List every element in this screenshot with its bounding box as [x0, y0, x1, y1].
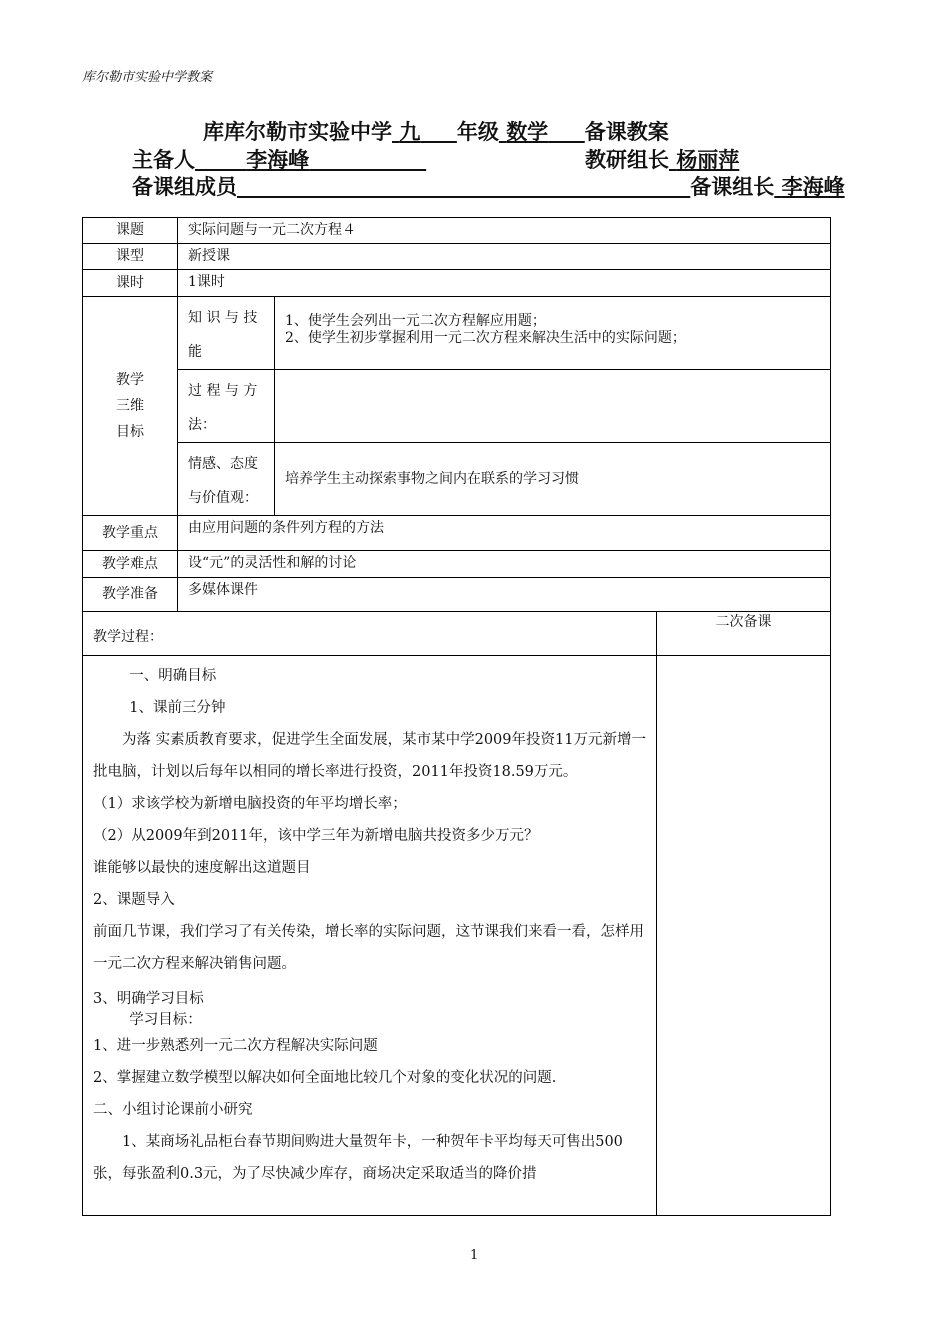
paragraph: 前面几节课，我们学习了有关传染，增长率的实际问题，这节课我们来看一看，怎样用一元二次方程来解决销售问题。: [93, 924, 644, 972]
topic-label: 课题: [83, 218, 178, 244]
type-label: 课型: [83, 244, 178, 270]
paragraph: 1、某商场礼品柜台春节期间购进大量贺年卡，一种贺年卡平均每天可售出500张，每张盈利0.3元，为了尽快减少库存，商场决定采取适当的降价措: [93, 1134, 623, 1182]
preparer-name: 李海峰: [246, 148, 310, 172]
research-leader-name: 杨丽萍: [676, 148, 740, 172]
preparer-line: [132, 144, 426, 174]
difficulty-label: 教学难点: [83, 551, 178, 578]
hours-label: 课时: [83, 270, 178, 297]
hours-value: 1课时: [178, 270, 831, 297]
group-members-label: 备课组成员: [132, 175, 237, 199]
grade-suffix: 年级: [456, 120, 499, 144]
subsection-heading: 2、课题导入: [93, 892, 175, 908]
secondary-prep-label: 二次备课: [657, 612, 831, 656]
focus-label: 教学重点: [83, 516, 178, 551]
header-note: 库尔勒市实验中学教案: [82, 70, 213, 85]
group-leader-name: 李海峰: [781, 175, 845, 199]
row-focus: [83, 516, 831, 551]
question-item: （2）从2009年到2011年，该中学三年为新增电脑共投资多少万元？: [93, 828, 539, 844]
row-goals-emotion: [83, 443, 831, 516]
goal-item: 2、掌握建立数学模型以解决如何全面地比较几个对象的变化状况的问题.: [93, 1070, 557, 1086]
school-name: 库库尔勒市实验中学: [203, 120, 392, 144]
row-difficulty: [83, 551, 831, 578]
emotion-value: 培养学生主动探索事物之间内在联系的学习习惯: [275, 443, 831, 516]
row-type: [83, 244, 831, 270]
document-title: [203, 116, 669, 146]
row-goals-process: [83, 370, 831, 443]
process-body: [83, 656, 657, 1216]
process-method-label: 过 程 与 方 法：: [178, 370, 275, 443]
topic-value: 实际问题与一元二次方程４: [178, 218, 831, 244]
knowledge-label: 知 识 与 技 能: [178, 297, 275, 370]
secondary-prep-area: [657, 656, 831, 1216]
page-number: 1: [470, 1248, 479, 1263]
emotion-label: 情感、态度与价值观：: [178, 443, 275, 516]
group-line: [132, 171, 845, 201]
goals-label-line: 三维: [116, 398, 144, 414]
goals-label-line: 目标: [116, 424, 144, 440]
lesson-plan-table: [82, 217, 831, 1216]
row-preparation: [83, 578, 831, 612]
paragraph: 为落 实素质教育要求，促进学生全面发展，某市某中学2009年投资11万元新增一批电脑，计划以后每年以相同的增长率进行投资，2011年投资18.59万元。: [93, 732, 646, 780]
research-leader-label: 教研组长: [585, 148, 669, 172]
question-item: （1）求该学校为新增电脑投资的年平均增长率；: [93, 796, 407, 812]
research-leader-line: [585, 144, 739, 174]
row-process-body: [83, 656, 831, 1216]
goal-heading: 学习目标：: [129, 1012, 202, 1028]
row-process-header: [83, 612, 831, 656]
goals-label-line: 教学: [116, 372, 144, 388]
process-header-label: 教学过程：: [83, 612, 657, 656]
focus-value: 由应用问题的条件列方程的方法: [178, 516, 831, 551]
grade-value: 九: [399, 120, 421, 144]
knowledge-line: 1、使学生会列出一元二次方程解应用题；: [285, 313, 546, 329]
difficulty-value: 设“元”的灵活性和解的讨论: [178, 551, 831, 578]
paragraph: 谁能够以最快的速度解出这道题目: [93, 860, 311, 876]
group-members-value: [237, 175, 690, 199]
preparation-label: 教学准备: [83, 578, 178, 612]
preparer-label: 主备人: [132, 148, 195, 172]
subsection-heading: 3、明确学习目标: [93, 991, 204, 1007]
type-value: 新授课: [178, 244, 831, 270]
row-hours: [83, 270, 831, 297]
knowledge-line: 2、使学生初步掌握利用一元二次方程来解决生活中的实际问题；: [285, 330, 686, 346]
subject-value: 数学: [506, 120, 549, 144]
subsection-heading: 1、课前三分钟: [129, 700, 226, 716]
row-goals-knowledge: [83, 297, 831, 370]
doc-type: 备课教案: [584, 120, 669, 144]
goals-label: [83, 297, 178, 516]
knowledge-value: [275, 297, 831, 370]
section-heading: 二、小组讨论课前小研究: [93, 1102, 253, 1118]
section-heading: 一、明确目标: [129, 668, 217, 684]
preparation-value: 多媒体课件: [178, 578, 831, 612]
group-leader-label: 备课组长: [690, 175, 775, 199]
row-topic: [83, 218, 831, 244]
process-method-value: [275, 370, 831, 443]
goal-item: 1、进一步熟悉列一元二次方程解决实际问题: [93, 1038, 378, 1054]
